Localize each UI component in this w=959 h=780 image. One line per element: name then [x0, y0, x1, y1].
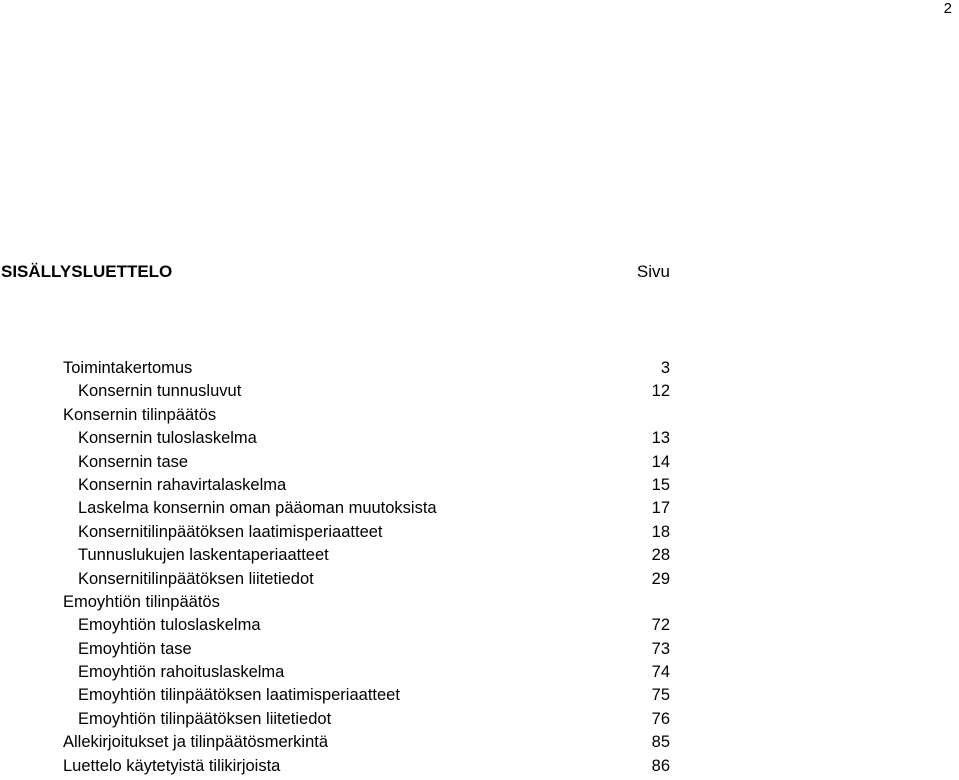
toc-entry-page: 3 — [660, 359, 670, 377]
toc-entry — [0, 427, 670, 450]
toc-entry-label: Emoyhtiön tase — [78, 639, 192, 658]
toc-entry-label: Laskelma konsernin oman pääoman muutoksista — [78, 499, 437, 518]
toc-entry-page: 13 — [651, 429, 670, 448]
toc-entry — [0, 661, 670, 684]
toc-entry-label: Konsernin tuloslaskelma — [78, 429, 257, 448]
toc-entry-label: Konsernin tunnusluvut — [78, 382, 242, 401]
toc-entry-label: Luettelo käytetyistä tilikirjoista — [63, 756, 281, 775]
page-number: 2 — [943, 0, 952, 17]
toc-entry-page: 12 — [651, 382, 670, 401]
toc-entry — [0, 591, 670, 614]
toc-entry — [0, 638, 670, 661]
toc-entry — [0, 521, 670, 544]
toc-entry-page: 74 — [651, 663, 670, 682]
toc-entry — [0, 614, 670, 637]
toc-entry-page: 14 — [651, 452, 670, 471]
toc-entry-page: 76 — [651, 709, 670, 728]
toc-entry — [0, 404, 670, 427]
toc-entry-page: 73 — [651, 639, 670, 658]
toc-entry — [0, 380, 670, 403]
toc-entry-page: 28 — [651, 546, 670, 565]
toc-entry — [0, 474, 670, 497]
toc-entry-page: 15 — [651, 475, 670, 494]
toc-entry — [0, 684, 670, 707]
toc-entry-label: Emoyhtiön rahoituslaskelma — [78, 663, 285, 682]
toc-entry-label: Emoyhtiön tuloslaskelma — [78, 616, 261, 635]
toc-entry — [0, 357, 670, 380]
toc-entry-page: 17 — [651, 499, 670, 518]
toc-entry — [0, 544, 670, 567]
toc-entry-label: Konsernin tase — [78, 452, 189, 471]
toc-title: SISÄLLYSLUETTELO — [1, 262, 173, 281]
toc-entry — [0, 568, 670, 591]
toc-entry-label: Emoyhtiön tilinpäätöksen laatimisperiaatteet — [78, 686, 400, 705]
toc-entry-page: 72 — [651, 616, 670, 635]
toc-entry — [0, 708, 670, 731]
toc-entry-page: 29 — [651, 569, 670, 588]
toc-entry-label: Tunnuslukujen laskentaperiaatteet — [78, 546, 329, 565]
toc-header — [0, 262, 670, 282]
toc-entry-label: Emoyhtiön tilinpäätöksen liitetiedot — [78, 709, 332, 728]
toc-entry — [0, 731, 670, 754]
toc-entry-label: Konsernin rahavirtalaskelma — [78, 475, 287, 494]
toc-page-column-label: Sivu — [636, 262, 670, 281]
toc-entry-label: Konsernitilinpäätöksen laatimisperiaatteet — [78, 522, 383, 541]
toc-entry — [0, 497, 670, 520]
toc-entry-label: Konsernitilinpäätöksen liitetiedot — [78, 569, 314, 588]
toc-entry-page: 85 — [651, 733, 670, 752]
toc-entry-page: 18 — [651, 522, 670, 541]
toc-entry-label: Toimintakertomus — [63, 359, 193, 377]
toc-entry-page: 86 — [651, 756, 670, 775]
toc-entry-page: 75 — [651, 686, 670, 705]
toc-list — [0, 357, 670, 778]
toc-entry-label: Emoyhtiön tilinpäätös — [63, 592, 220, 611]
toc-entry-label: Allekirjoitukset ja tilinpäätösmerkintä — [63, 733, 329, 752]
toc-entry-label: Konsernin tilinpäätös — [63, 405, 217, 424]
toc-entry — [0, 451, 670, 474]
toc-entry — [0, 755, 670, 778]
